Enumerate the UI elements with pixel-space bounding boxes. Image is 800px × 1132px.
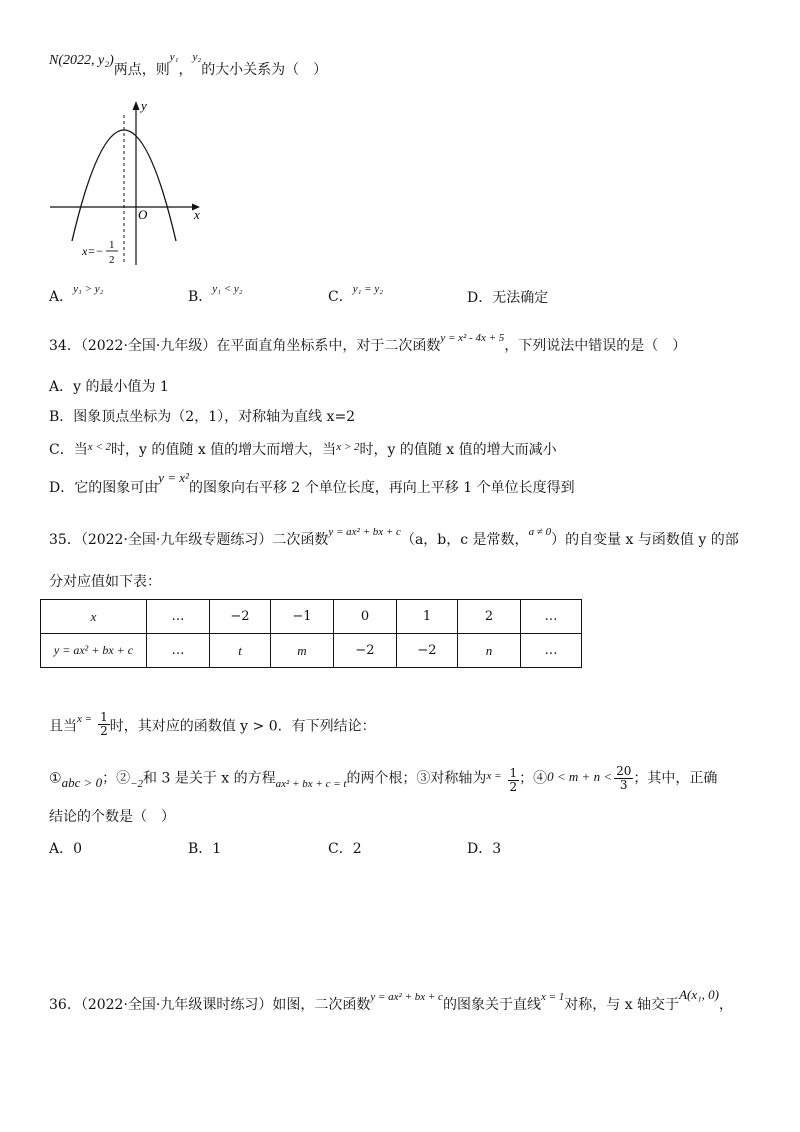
table-cell: x [41, 600, 147, 634]
table-cell: −2 [210, 600, 271, 634]
symmetry-axis-eq: x=− [82, 244, 104, 258]
c3-sep: ；④ [519, 770, 548, 787]
q34-c-pre: C．当 [49, 442, 88, 458]
q35-stem-line2: 分对应值如下表： [49, 574, 161, 590]
c1-math: abc > 0 [61, 774, 103, 790]
option-letter: B． [188, 289, 213, 305]
q34-stem [49, 332, 687, 357]
q33-option-d[interactable] [467, 288, 548, 308]
option-letter: D． [467, 290, 493, 306]
q34-d-post: 的图象向右平移 2 个单位长度，再向上平移 1 个单位长度得到 [188, 480, 575, 496]
q35-formula: y = ax² + bx + c [328, 526, 401, 538]
option-letter: A． [49, 289, 74, 305]
q34-d-pre: D．它的图象可由 [49, 480, 159, 496]
q35-stem-text: 35．（2022·全国·九年级专题练习）二次函数 [49, 532, 329, 548]
c2-text: 和 3 是关于 x 的方程 [143, 770, 276, 787]
option-letter: C． [328, 289, 353, 305]
parabola-figure [40, 95, 220, 275]
table-cell: … [521, 600, 582, 634]
q35-stem-last: 结论的个数是（ ） [49, 809, 175, 825]
table-cell: y = ax² + bx + c [41, 634, 147, 668]
c4-math: 0 < m + n < [547, 768, 613, 784]
y2-label: y₂ [192, 51, 202, 63]
q35-cond-pre: 且当 [49, 718, 77, 735]
q34-option-d[interactable] [49, 470, 575, 498]
q35-cond-post: 时，其对应的函数值 y > 0．有下列结论： [109, 718, 376, 735]
y1-label: y₁ [169, 51, 179, 63]
origin-label: O [138, 207, 148, 222]
c1-sep: ；② [102, 770, 131, 787]
q35-option-d[interactable]: D．3 [467, 841, 502, 857]
q34-stem-end: ，下列说法中错误的是（ ） [504, 338, 687, 354]
q34-d-formula: y = x² [158, 470, 189, 485]
symmetry-axis-num: 1 [109, 239, 115, 251]
q34-option-c[interactable] [49, 440, 557, 461]
option-a-math: y₁ > y₂ [73, 283, 104, 295]
q34-c-post: 时，y 的值随 x 值的增大而减小 [359, 442, 557, 458]
q34-c-cond2: x > 2 [336, 441, 360, 453]
question-33-tail-line [49, 50, 328, 78]
c2-post: 的两个根；③对称轴为 [346, 770, 487, 787]
q35-cond-x: x = [77, 712, 93, 725]
q34-c-cond1: x < 2 [87, 441, 112, 453]
text-two-points: 两点，则 [113, 62, 170, 78]
q35-stem-end: ）的自变量 x 与函数值 y 的部 [551, 532, 739, 548]
q35-conclusions [49, 765, 717, 792]
q34-option-b[interactable]: B．图象顶点坐标为（2，1），对称轴为直线 x=2 [49, 409, 356, 425]
q34-formula: y = x² - 4x + 5 [440, 332, 505, 344]
table-cell: t [210, 634, 271, 668]
q34-stem-text: 34．（2022·全国·九年级）在平面直角坐标系中，对于二次函数 [49, 338, 441, 354]
table-cell: 2 [458, 600, 521, 634]
q36-stem [49, 987, 733, 1016]
q36-formula: y = ax² + bx + c [370, 991, 443, 1003]
value-table [40, 599, 582, 668]
table-cell: 0 [334, 600, 397, 634]
option-d-text: 无法确定 [492, 290, 549, 306]
text-relation: 的大小关系为（ ） [201, 62, 328, 78]
table-row [41, 634, 582, 668]
table-cell: n [458, 634, 521, 668]
q35-option-c[interactable]: C．2 [328, 841, 362, 857]
comma: ， [178, 62, 193, 78]
x-axis-label: x [194, 207, 200, 222]
q33-option-b[interactable] [188, 283, 243, 308]
q34-c-mid: 时，y 的值随 x 值的增大而增大，当 [111, 442, 337, 458]
table-cell: −2 [397, 634, 458, 668]
fraction-one-half: $\frac{1}{2}$ [100, 710, 108, 738]
fraction-one-half-c3: $\frac{1}{2}$ [509, 766, 518, 794]
table-cell: … [147, 600, 210, 634]
q36-stem-text: 36．（2022·全国·九年级课时练习）如图，二次函数 [49, 997, 371, 1013]
y-axis-label: y [141, 98, 147, 113]
q36-tail: ， [718, 997, 733, 1013]
q33-option-c[interactable] [328, 283, 384, 308]
q33-option-a[interactable] [49, 283, 104, 308]
q34-option-a[interactable]: A．y 的最小值为 1 [49, 379, 169, 395]
q36-stem-mid: 的图象关于直线 [442, 997, 541, 1013]
table-cell: 1 [397, 600, 458, 634]
table-cell: … [147, 634, 210, 668]
c4-post: ；其中，正确 [633, 770, 718, 787]
q35-stem [49, 526, 739, 551]
symmetry-axis-den: 2 [109, 254, 115, 266]
table-cell: −1 [271, 600, 334, 634]
conclusion-mark: ① [49, 770, 62, 787]
q36-stem-mid2: 对称，与 x 轴交于 [564, 997, 680, 1013]
q35-condition [49, 710, 376, 740]
q35-stem-mid: （a，b，c 是常数， [400, 532, 529, 548]
point-n-label: N(2022, y₂) [49, 53, 114, 68]
option-c-math: y₁ = y₂ [352, 283, 384, 295]
table-row [41, 600, 582, 634]
q35-option-b[interactable]: B．1 [188, 841, 222, 857]
q35-cond: a ≠ 0 [528, 526, 552, 538]
q36-point-a: A(x₁, 0) [679, 987, 719, 1002]
c2-math: −2 [130, 777, 144, 790]
option-b-math: y₁ < y₂ [212, 283, 243, 295]
c3-x: x = [486, 769, 502, 782]
c2-eq: ax² + bx + c = t [275, 777, 347, 790]
table-cell: m [271, 634, 334, 668]
fraction-twenty-thirds: $\frac{20}{3}$ [616, 764, 632, 792]
table-cell: … [521, 634, 582, 668]
q36-line-eq: x = 1 [540, 991, 565, 1003]
table-cell: −2 [334, 634, 397, 668]
y-axis-arrow [133, 101, 140, 110]
q35-option-a[interactable]: A．0 [49, 841, 83, 857]
